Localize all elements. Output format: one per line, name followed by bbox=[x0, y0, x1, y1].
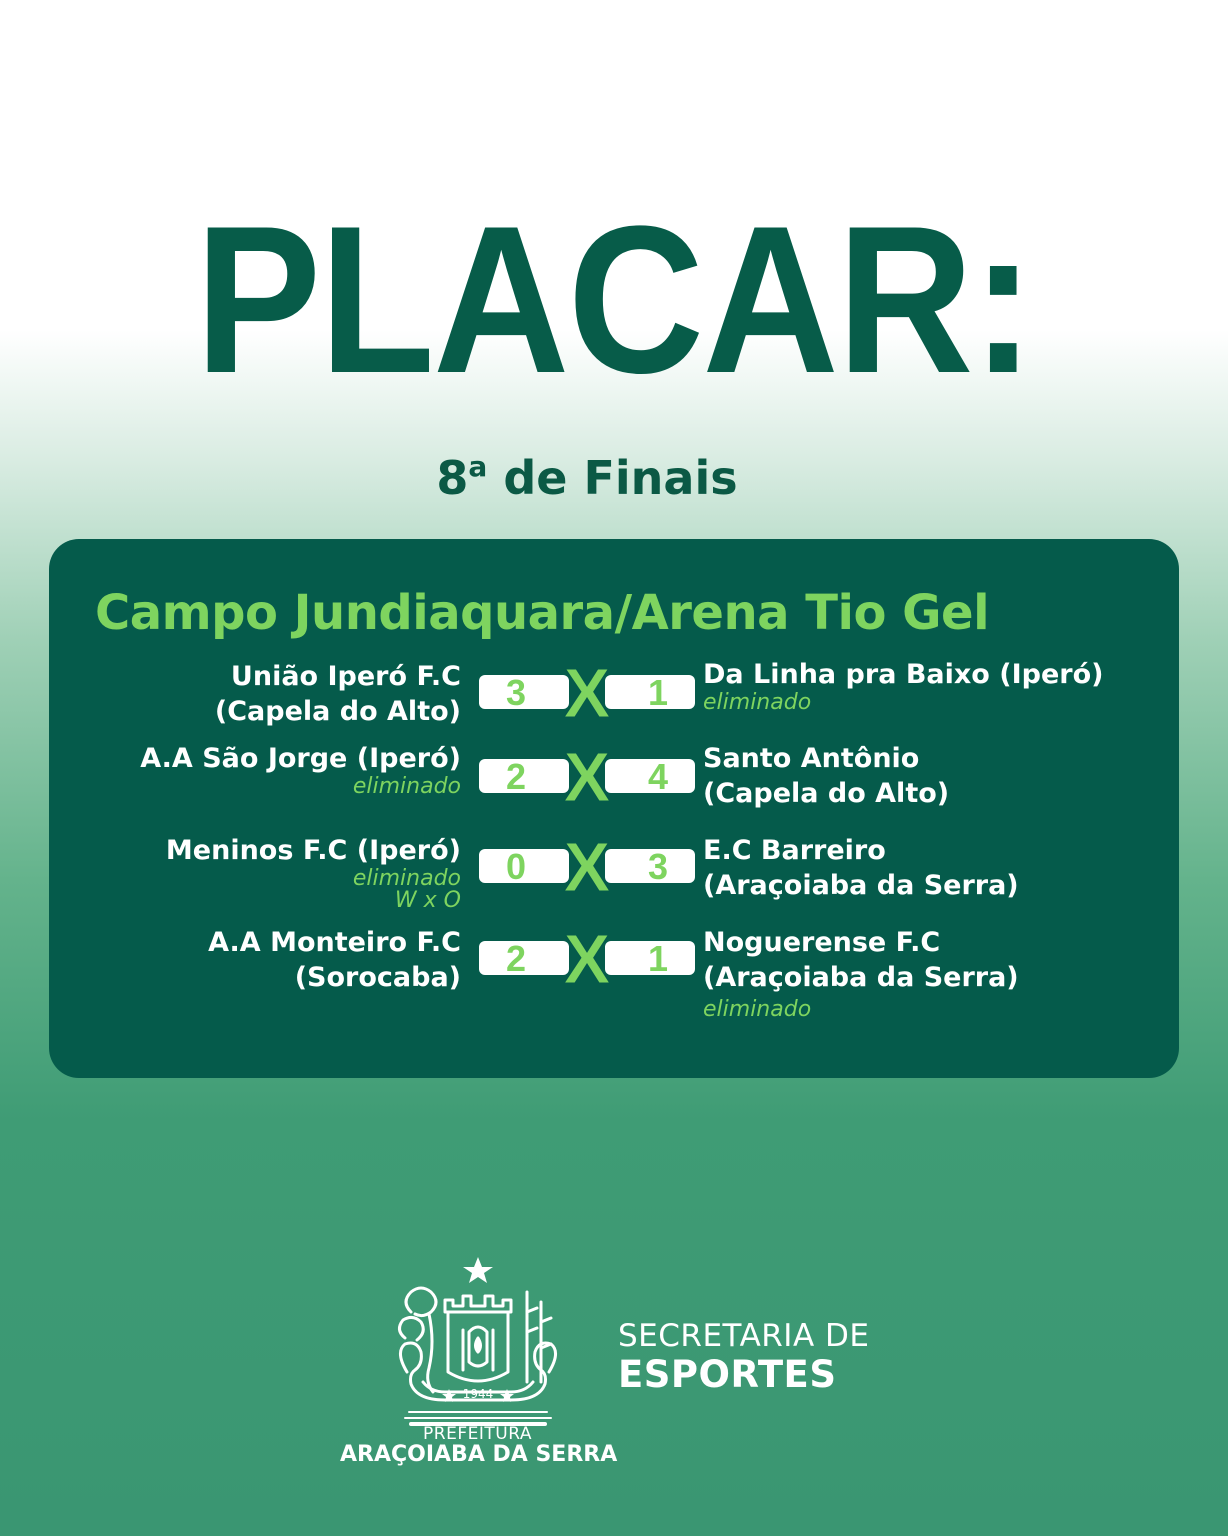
away-team-name: Noguerense F.C bbox=[703, 927, 941, 958]
home-team bbox=[208, 925, 461, 995]
home-team bbox=[215, 659, 461, 729]
home-score: 2 bbox=[505, 756, 527, 797]
away-score: 4 bbox=[647, 756, 669, 797]
home-team-name: A.A São Jorge (Iperó) bbox=[140, 743, 461, 774]
match-row bbox=[49, 920, 1179, 1023]
round-label: de Finais bbox=[487, 451, 738, 505]
scoreboard bbox=[479, 828, 695, 906]
home-score: 3 bbox=[505, 672, 527, 713]
round-subtitle bbox=[0, 450, 1174, 505]
versus-mark: X bbox=[563, 738, 611, 816]
match-row bbox=[49, 738, 1179, 841]
match-row bbox=[49, 828, 1179, 933]
round-ordinal: a bbox=[468, 450, 488, 483]
home-team bbox=[166, 833, 461, 912]
city-name: ARAÇOIABA DA SERRA bbox=[340, 1442, 618, 1467]
walkover-note: W x O bbox=[394, 888, 461, 913]
secretaria-label: SECRETARIA DE bbox=[618, 1318, 870, 1354]
eliminated-note: eliminado bbox=[352, 866, 461, 891]
away-team-city: (Araçoiaba da Serra) bbox=[703, 962, 1019, 993]
round-number: 8 bbox=[436, 451, 469, 505]
results-card bbox=[49, 539, 1179, 1078]
away-team bbox=[703, 741, 949, 811]
home-score: 0 bbox=[505, 846, 527, 887]
scoreboard bbox=[479, 738, 695, 816]
venue-title: Campo Jundiaquara/Arena Tio Gel bbox=[95, 585, 990, 641]
away-team-name: Da Linha pra Baixo (Iperó) bbox=[703, 659, 1104, 690]
eliminated-note: eliminado bbox=[703, 997, 812, 1022]
away-score: 1 bbox=[647, 672, 669, 713]
away-team-name: Santo Antônio bbox=[703, 743, 920, 774]
away-team-city: (Capela do Alto) bbox=[703, 778, 950, 809]
page-title: PLACAR: bbox=[195, 182, 1033, 417]
away-team bbox=[703, 833, 1019, 903]
eliminated-note: eliminado bbox=[703, 690, 812, 715]
scoreboard bbox=[479, 920, 695, 998]
prefeitura-label: PREFEITURA bbox=[423, 1424, 532, 1444]
home-team bbox=[140, 741, 461, 798]
versus-mark: X bbox=[563, 654, 611, 732]
versus-mark: X bbox=[563, 920, 611, 998]
away-team bbox=[703, 925, 1019, 1021]
eliminated-note: eliminado bbox=[352, 774, 461, 799]
home-team-city: (Sorocaba) bbox=[294, 962, 461, 993]
home-team-name: A.A Monteiro F.C bbox=[208, 927, 461, 958]
away-score: 3 bbox=[647, 846, 669, 887]
home-team-name: Meninos F.C (Iperó) bbox=[165, 835, 461, 866]
esportes-label: ESPORTES bbox=[618, 1353, 837, 1396]
home-team-name: União Iperó F.C bbox=[230, 661, 461, 692]
away-team-name: E.C Barreiro bbox=[703, 835, 886, 866]
home-score: 2 bbox=[505, 938, 527, 979]
versus-mark: X bbox=[563, 828, 611, 906]
away-score: 1 bbox=[647, 938, 669, 979]
home-team-city: (Capela do Alto) bbox=[214, 696, 461, 727]
away-team-city: (Araçoiaba da Serra) bbox=[703, 870, 1019, 901]
away-team bbox=[703, 657, 1103, 714]
scoreboard bbox=[479, 654, 695, 732]
logo-year: 1944 bbox=[462, 1387, 494, 1401]
star-icon bbox=[463, 1257, 493, 1283]
